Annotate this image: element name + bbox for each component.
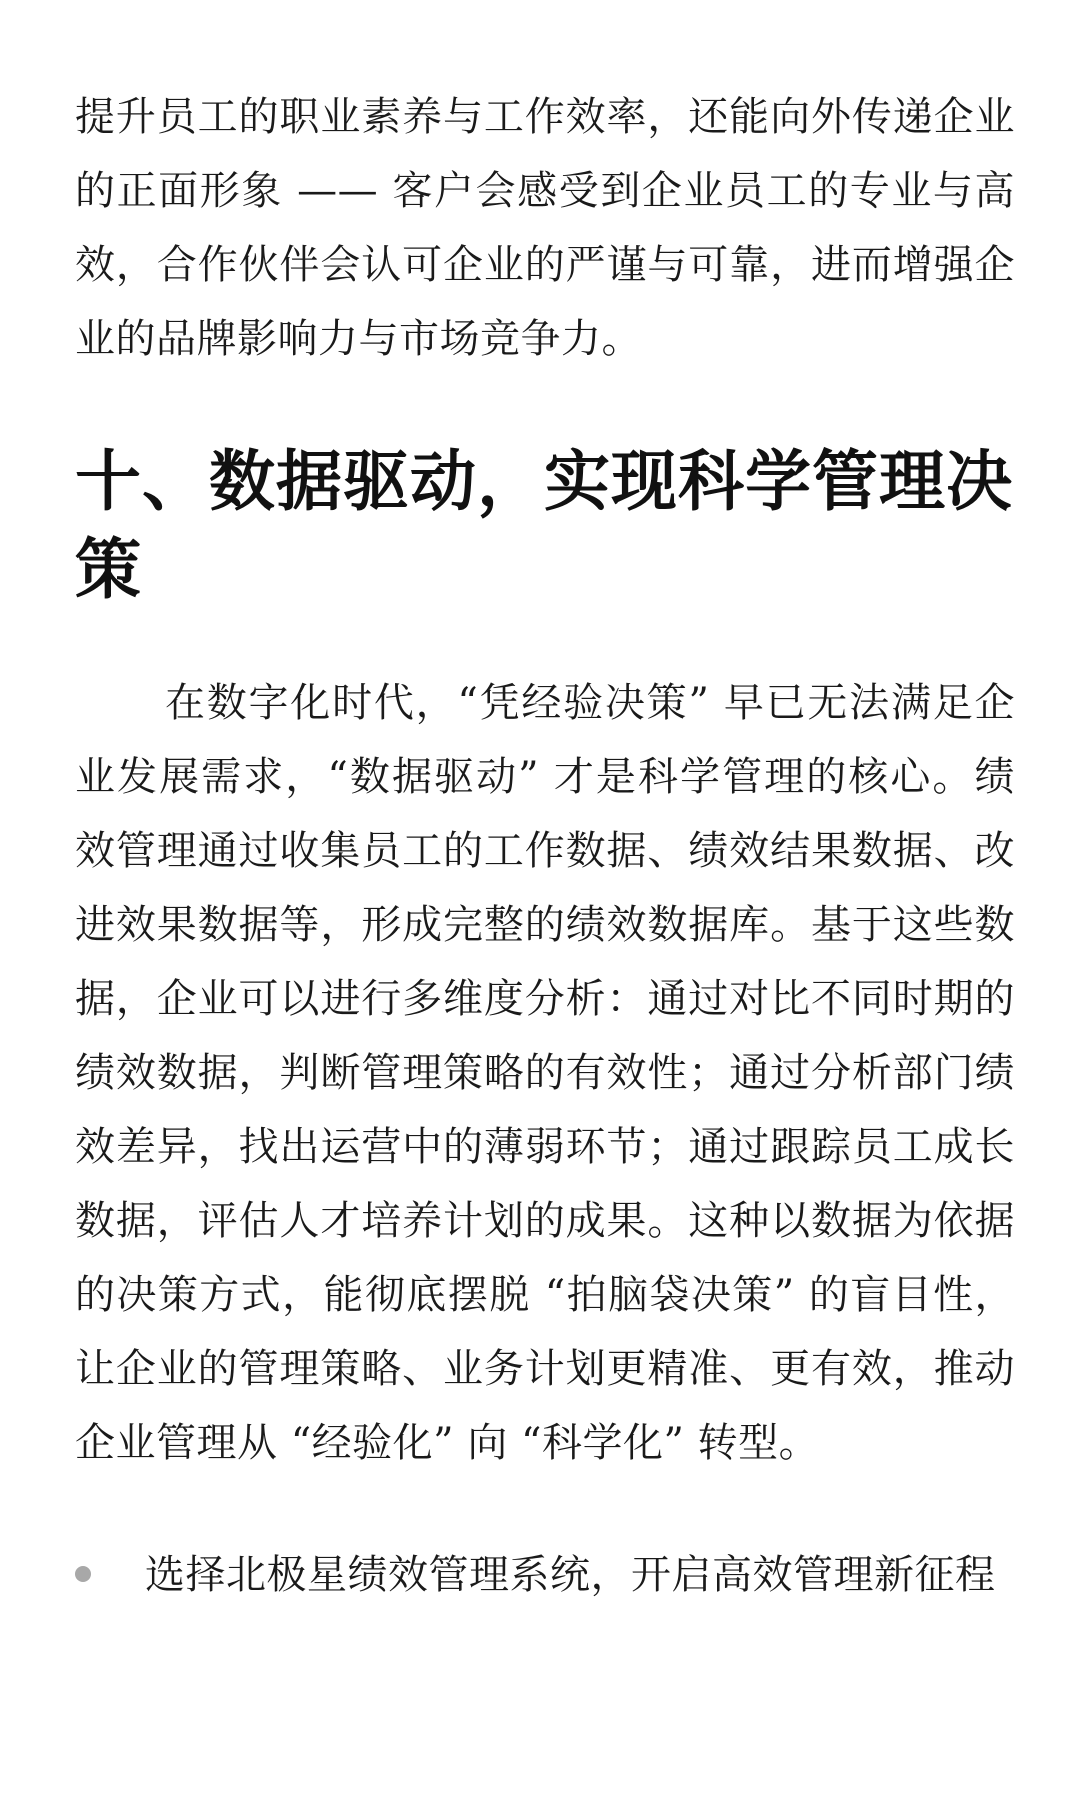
intro-paragraph: 提升员工的职业素养与工作效率，还能向外传递企业的正面形象 —— 客户会感受到企业员工的专业与高效，合作伙伴会认可企业的严谨与可靠，进而增强企业的品牌影响力与市场竞争力。 — [75, 94, 1015, 362]
section-paragraph: 在数字化时代，“凭经验决策” 早已无法满足企业发展需求，“数据驱动” 才是科学管理的核心。绩效管理通过收集员工的工作数据、绩效结果数据、改进效果数据等，形成完整的绩效数据库。基于这些数据，企业可以进行多维度分析：通过对比不同时期的绩效数据，判断管理策略的有效性；通过分析部门绩效差异，找出运营中的薄弱环节；通过跟踪员工成长数据，评估人才培养计划的成果。这种以数据为依据的决策方式，能彻底摆脱 “拍脑袋决策” 的盲目性，让企业的管理策略、业务计划更精准、更有效，推动企业管理从 “经验化” 向 “科学化” 转型。 — [75, 680, 1015, 1466]
article-body — [75, 80, 1015, 1612]
bullet-text: 选择北极星绩效管理系统，开启高效管理新征程 — [145, 1552, 996, 1598]
list-item — [75, 1538, 1015, 1612]
bullet-dot-icon — [75, 1566, 91, 1582]
section-heading: 十、数据驱动，实现科学管理决策 — [75, 443, 1013, 608]
bullet-list — [75, 1538, 1015, 1612]
